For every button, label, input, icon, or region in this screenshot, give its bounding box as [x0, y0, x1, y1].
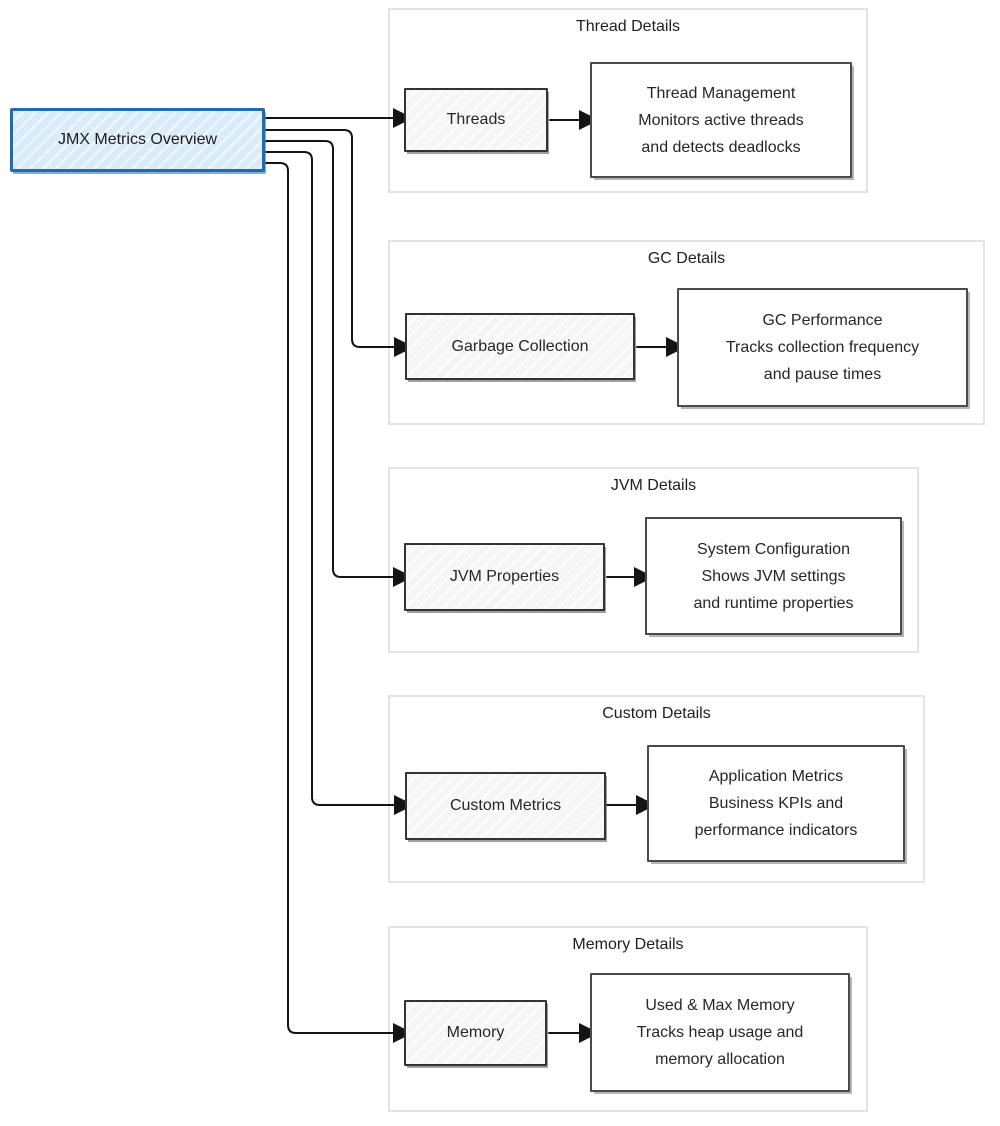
detail-line: memory allocation [655, 1051, 785, 1068]
node-memory-label: Memory [446, 1024, 505, 1041]
detail-line: Application Metrics [708, 768, 844, 785]
detail-line: Tracks heap usage and [636, 1024, 804, 1041]
section-custom-details-title: Custom Details [602, 705, 711, 722]
detail-line: performance indicators [694, 822, 858, 839]
detail-line: Monitors active threads [638, 111, 804, 129]
detail-system-configuration [645, 517, 902, 635]
detail-line: Thread Management [646, 84, 796, 102]
edge-root-to-garbage-collection [266, 130, 396, 347]
node-threads [404, 88, 548, 152]
detail-line: Tracks collection frequency [725, 339, 920, 356]
detail-line: and pause times [763, 366, 882, 383]
section-gc-details-title: GC Details [647, 250, 726, 267]
detail-line: GC Performance [762, 312, 883, 329]
detail-thread-management [590, 62, 852, 178]
section-memory-details-title: Memory Details [572, 936, 684, 953]
detail-line: and detects deadlocks [641, 138, 801, 156]
node-threads-label: Threads [446, 111, 506, 128]
node-memory [404, 1000, 547, 1066]
detail-used-max-memory [590, 973, 850, 1092]
detail-line: Shows JVM settings [701, 567, 846, 585]
node-jvm-properties [404, 543, 605, 611]
node-jvm-properties-label: JVM Properties [449, 568, 560, 585]
edge-root-to-custom-metrics [266, 152, 396, 805]
edge-root-to-jvm-properties [266, 141, 395, 577]
detail-application-metrics [647, 745, 905, 862]
node-jmx-metrics-overview-label: JMX Metrics Overview [57, 131, 218, 148]
detail-line: System Configuration [697, 540, 850, 558]
detail-line: and runtime properties [693, 594, 854, 612]
detail-gc-performance [677, 288, 968, 407]
section-thread-details-title: Thread Details [575, 18, 681, 35]
node-garbage-collection [405, 313, 635, 380]
edge-root-to-memory [266, 163, 395, 1033]
section-jvm-details-title: JVM Details [610, 477, 697, 494]
detail-line: Business KPIs and [708, 795, 844, 812]
node-garbage-collection-label: Garbage Collection [451, 337, 589, 355]
node-custom-metrics [405, 772, 606, 840]
node-jmx-metrics-overview [10, 108, 265, 172]
node-custom-metrics-label: Custom Metrics [449, 797, 562, 814]
detail-line: Used & Max Memory [645, 997, 795, 1014]
